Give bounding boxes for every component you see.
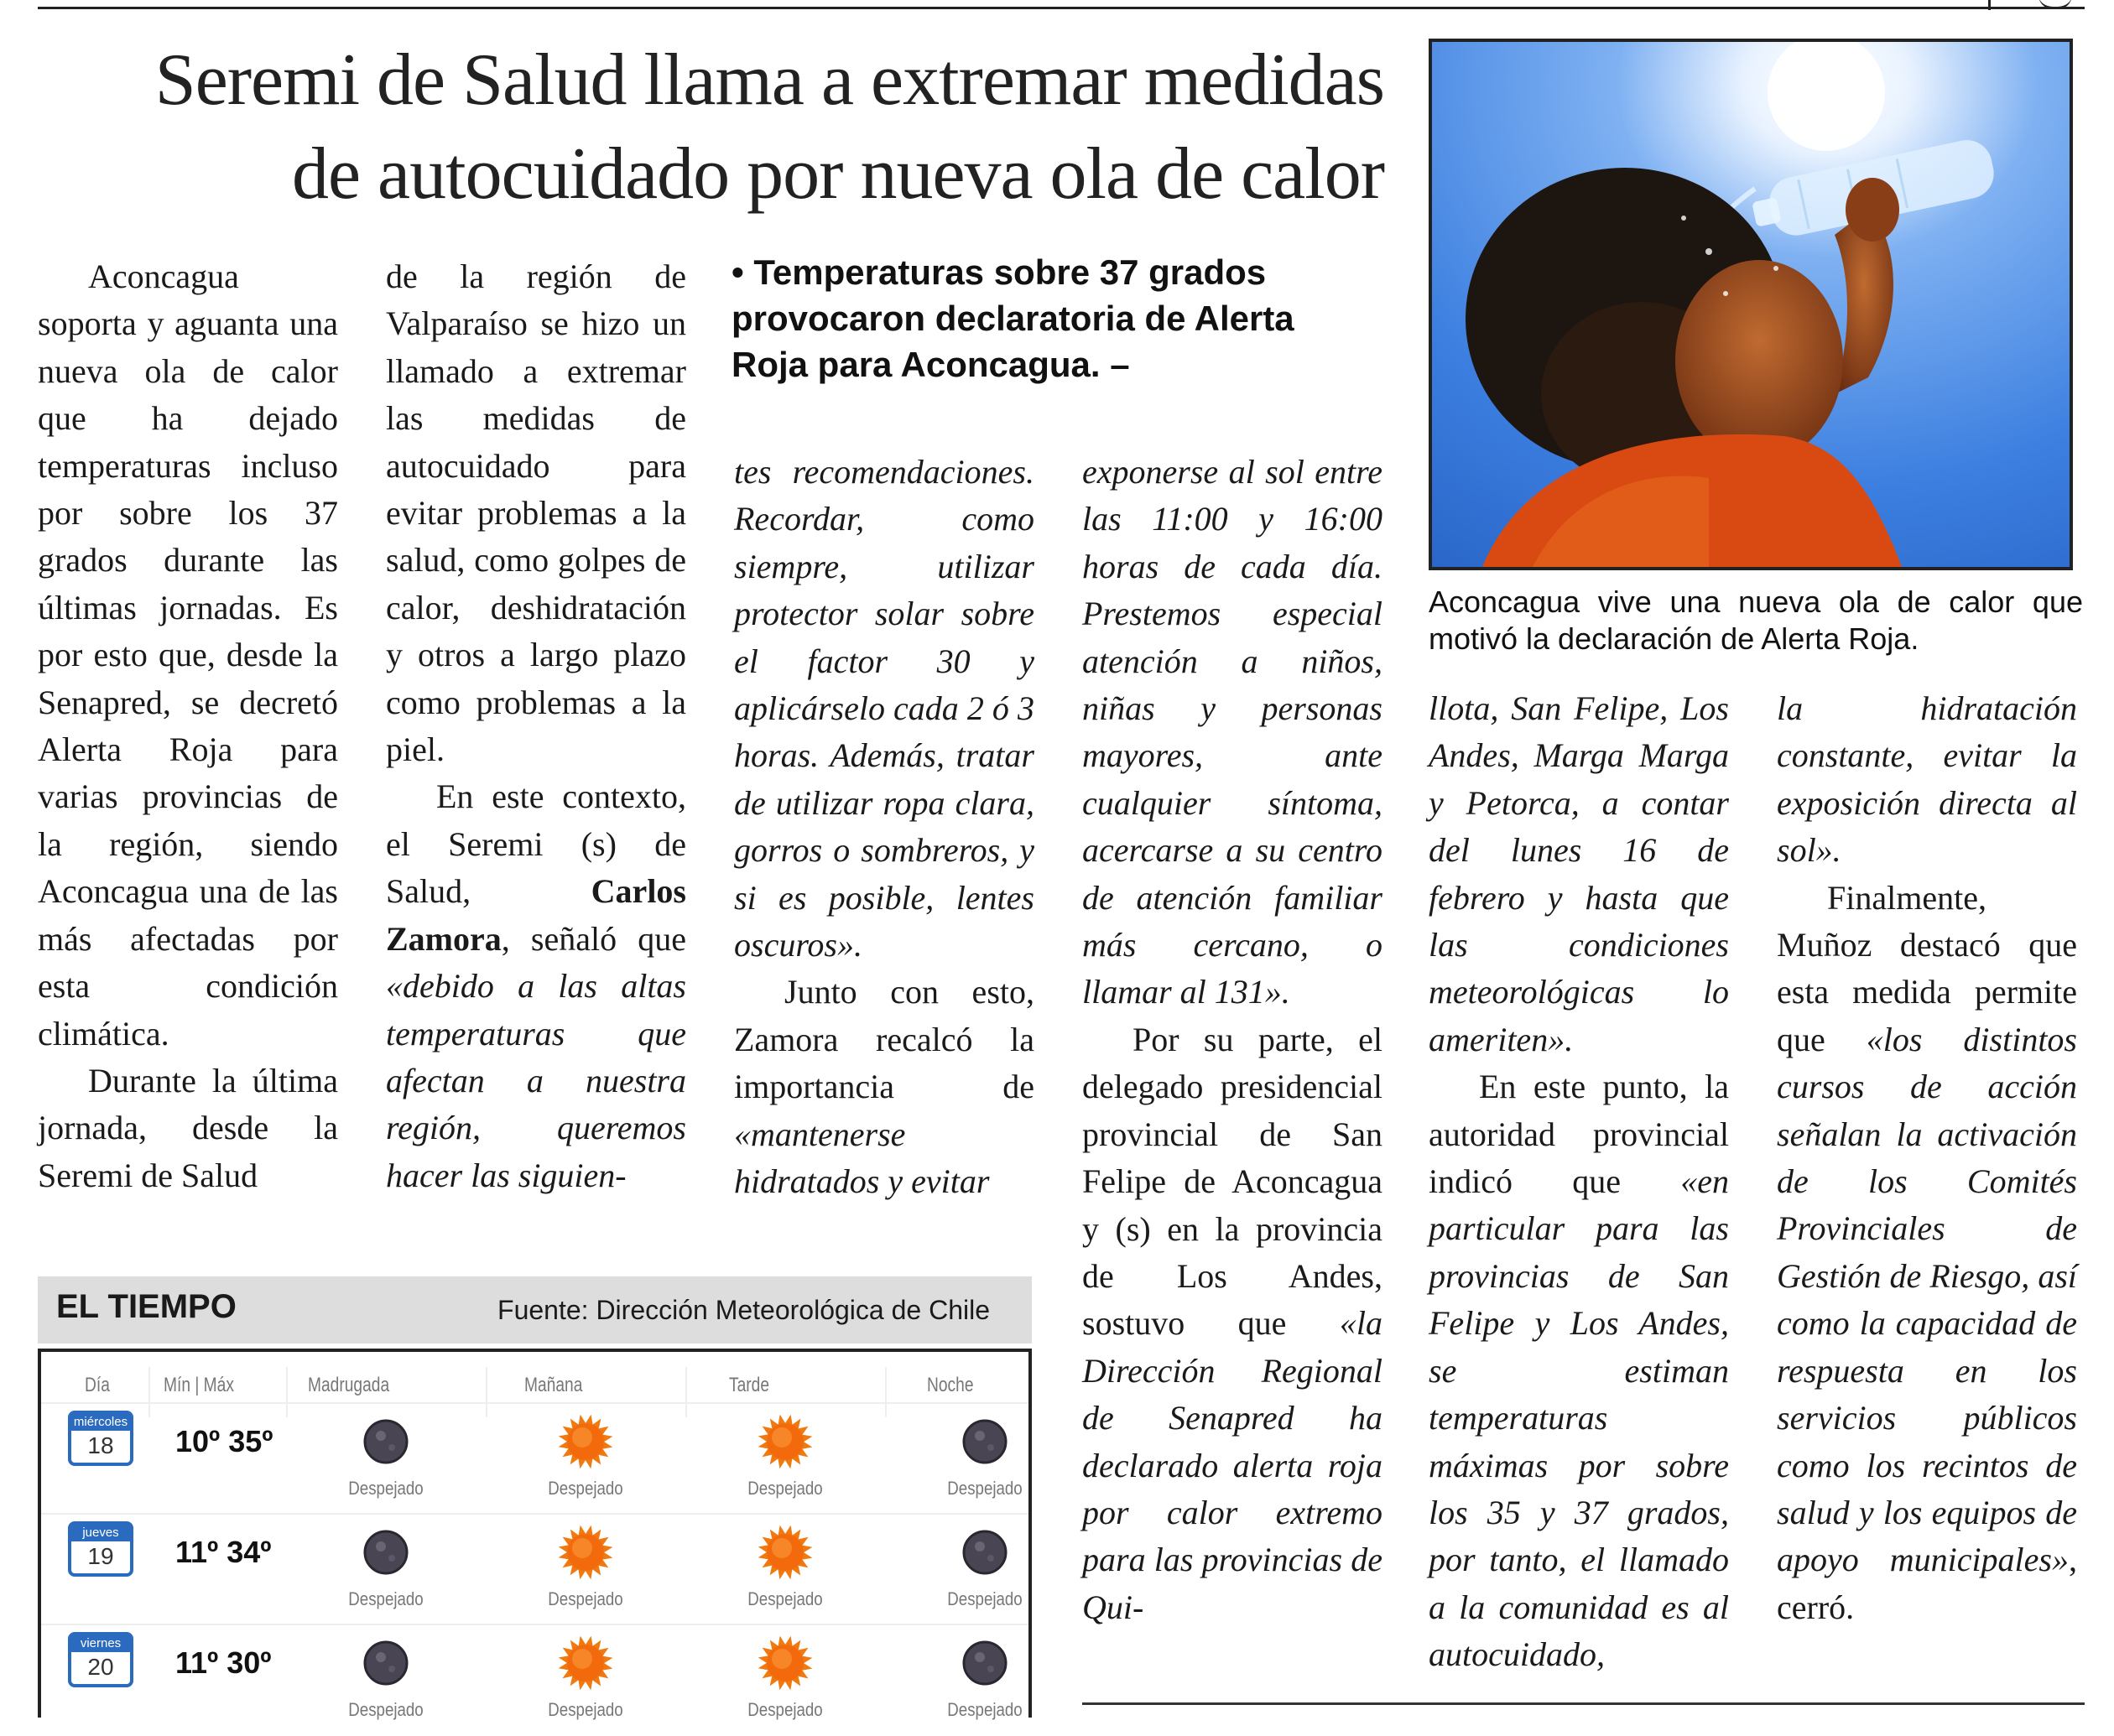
top-rule-mark <box>1988 0 1991 10</box>
header-min-max: Mín | Máx <box>164 1374 234 1396</box>
article-photo <box>1429 39 2073 570</box>
weather-row <box>41 1513 1028 1625</box>
photo-illustration <box>1432 42 2070 567</box>
calendar-weekday: miércoles <box>71 1414 130 1431</box>
quote: «los distintos cursos de acción señalan la activación de los Comités Provinciales de Gestión de Riesgo, así como la capacidad de respuesta en los servicios públicos como los recintos de salud y los equipos de apoyo municipales» <box>1777 1020 2077 1579</box>
sun-icon <box>556 1523 615 1582</box>
condition-label: Despejado <box>348 1478 424 1499</box>
paragraph: Aconcagua soporta y aguanta una nueva ola de calor que ha dejado temperaturas incluso por sobre los 37 grados durante las últimas jornadas. Es por esto que, desde la Senapred, se decretó Alerta Roja para varias provincias de la región, siendo Aconcagua una de las más afectadas por esta condición climática. <box>38 257 338 1053</box>
text-run: Por su parte, el delegado presidencial provincial de San Felipe de Aconcagua y (s) en la provincia de Los Andes, sostuvo que <box>1082 1020 1382 1343</box>
photo-caption: Aconcagua vive una nueva ola de calor que motivó la declaración de Alerta Roja. <box>1429 585 2083 656</box>
calendar-day: 19 <box>87 1543 114 1569</box>
forecast-cell <box>486 1515 685 1625</box>
sun-icon <box>556 1412 615 1471</box>
paragraph <box>1429 1063 1729 1678</box>
header-noche: Noche <box>927 1374 974 1396</box>
temperature-range: 11º 34º <box>175 1535 272 1569</box>
weather-table <box>38 1349 1032 1718</box>
weather-header <box>38 1276 1032 1344</box>
forecast-cell <box>685 1625 885 1736</box>
quote: «en particular para las provincias de San Felipe y Los Andes, se estiman temperaturas máximas por sobre los 35 y 37 grados, por tanto, el llamado a la comunidad es al autocuidado, <box>1429 1162 1729 1674</box>
forecast-cell <box>685 1404 885 1515</box>
quote: «mantenerse hidratados y evitar <box>734 1115 990 1201</box>
bottom-rule <box>1082 1702 2085 1705</box>
article-column-1 <box>38 253 338 1199</box>
calendar-day: 18 <box>87 1432 114 1458</box>
calendar-icon <box>68 1521 133 1577</box>
text-run: Finalmente, Muñoz destacó que esta medida permite que <box>1777 878 2077 1058</box>
paragraph: de la región de Valparaíso se hizo un llamado a extremar las medidas de autocuidado para evitar problemas a la salud, como golpes de calor, deshidratación y otros a largo plazo como problemas a la piel. <box>386 257 686 769</box>
article-column-5 <box>1429 685 1729 1679</box>
condition-label: Despejado <box>747 1699 823 1720</box>
moon-icon <box>955 1634 1014 1692</box>
person-name: Carlos Zamora <box>386 872 686 958</box>
headline <box>34 34 1384 221</box>
forecast-cell <box>486 1404 685 1515</box>
forecast-cell <box>885 1515 1085 1625</box>
header-madrugada: Madrugada <box>308 1374 390 1396</box>
calendar-weekday: jueves <box>71 1525 130 1541</box>
condition-label: Despejado <box>747 1588 823 1609</box>
header-manana: Mañana <box>524 1374 583 1396</box>
forecast-cell <box>286 1625 486 1736</box>
forecast-cell <box>286 1515 486 1625</box>
headline-line-1: Seremi de Salud llama a extremar medidas <box>154 39 1384 121</box>
condition-label: Despejado <box>348 1588 424 1609</box>
headline-line-2: de autocuidado por nueva ola de calor <box>292 133 1384 215</box>
calendar-weekday: viernes <box>71 1635 130 1652</box>
paragraph <box>386 773 686 1199</box>
moon-icon <box>955 1523 1014 1582</box>
article-column-2 <box>386 253 686 1199</box>
quote: exponerse al sol entre las 11:00 y 16:00 horas de cada día. Prestemos especial atención a niños, niñas y personas mayores, ante cualquier síntoma, acercarse a su centro de atención familiar más cercano, o llamar al 131». <box>1082 453 1382 1011</box>
forecast-cell <box>885 1404 1085 1515</box>
moon-icon <box>955 1412 1014 1471</box>
text-run: En este punto, la autoridad provincial indicó que <box>1429 1068 1729 1201</box>
weather-row <box>41 1402 1028 1515</box>
moon-icon <box>357 1412 415 1471</box>
article-column-6 <box>1777 685 2077 1631</box>
moon-icon <box>357 1634 415 1692</box>
sun-icon <box>756 1634 815 1692</box>
condition-label: Despejado <box>348 1699 424 1720</box>
condition-label: Despejado <box>548 1478 623 1499</box>
condition-label: Despejado <box>548 1588 623 1609</box>
forecast-cell <box>685 1515 885 1625</box>
calendar-icon <box>68 1411 133 1466</box>
condition-label: Despejado <box>747 1478 823 1499</box>
sun-icon <box>756 1523 815 1582</box>
forecast-cell <box>486 1625 685 1736</box>
quote: tes recomendaciones. Recordar, como siempre, utilizar protector solar sobre el factor 30 y aplicárselo cada 2 ó 3 horas. Además, tratar de utilizar ropa clara, gorros o sombreros, y si es posible, lentes oscuros». <box>734 453 1034 964</box>
article-column-3 <box>734 449 1034 1206</box>
quote: «la Dirección Regional de Senapred ha declarado alerta roja por calor extremo para las provincias de Qui- <box>1082 1304 1382 1626</box>
text-run: En este contexto, el Seremi (s) de Salud, <box>386 777 686 911</box>
condition-label: Despejado <box>947 1588 1023 1609</box>
condition-label: Despejado <box>947 1478 1023 1499</box>
quote: «debido a las altas temperaturas que afectan a nuestra región, queremos hacer las siguien- <box>386 967 686 1194</box>
temperature-range: 10º 35º <box>175 1424 273 1458</box>
paragraph: Durante la última jornada, desde la Seremi de Salud <box>38 1061 338 1194</box>
weather-title: EL TIEMPO <box>56 1288 237 1325</box>
quote: llota, San Felipe, Los Andes, Marga Marga y Petorca, a contar del lunes 16 de febrero y hasta que las condiciones meteorológicas lo ameriten». <box>1429 689 1729 1058</box>
paragraph <box>1777 875 2077 1632</box>
calendar-icon <box>68 1632 133 1687</box>
text-run: Junto con esto, Zamora recalcó la importancia de <box>734 973 1034 1106</box>
header-day: Día <box>85 1374 110 1396</box>
sun-icon <box>756 1412 815 1471</box>
calendar-day: 20 <box>87 1654 114 1680</box>
article-deck: • Temperaturas sobre 37 grados provocaron declaratoria de Alerta Roja para Aconcagua. – <box>732 252 1294 384</box>
quote: la hidratación constante, evitar la exposición directa al sol». <box>1777 689 2077 870</box>
weather-row <box>41 1624 1028 1736</box>
condition-label: Despejado <box>548 1699 623 1720</box>
forecast-cell <box>885 1625 1085 1736</box>
condition-label: Despejado <box>947 1699 1023 1720</box>
text-run: , señaló que <box>501 919 686 958</box>
moon-icon <box>357 1523 415 1582</box>
paragraph <box>734 969 1034 1205</box>
header-tarde: Tarde <box>729 1374 770 1396</box>
temperature-range: 11º 30º <box>175 1645 272 1680</box>
top-rule <box>38 7 2085 9</box>
article-column-4 <box>1082 449 1382 1631</box>
sun-icon <box>556 1634 615 1692</box>
forecast-cell <box>286 1404 486 1515</box>
paragraph <box>1082 1016 1382 1631</box>
text-run: , cerró. <box>1777 1541 2077 1626</box>
weather-source: Fuente: Dirección Meteorológica de Chile <box>497 1295 990 1325</box>
